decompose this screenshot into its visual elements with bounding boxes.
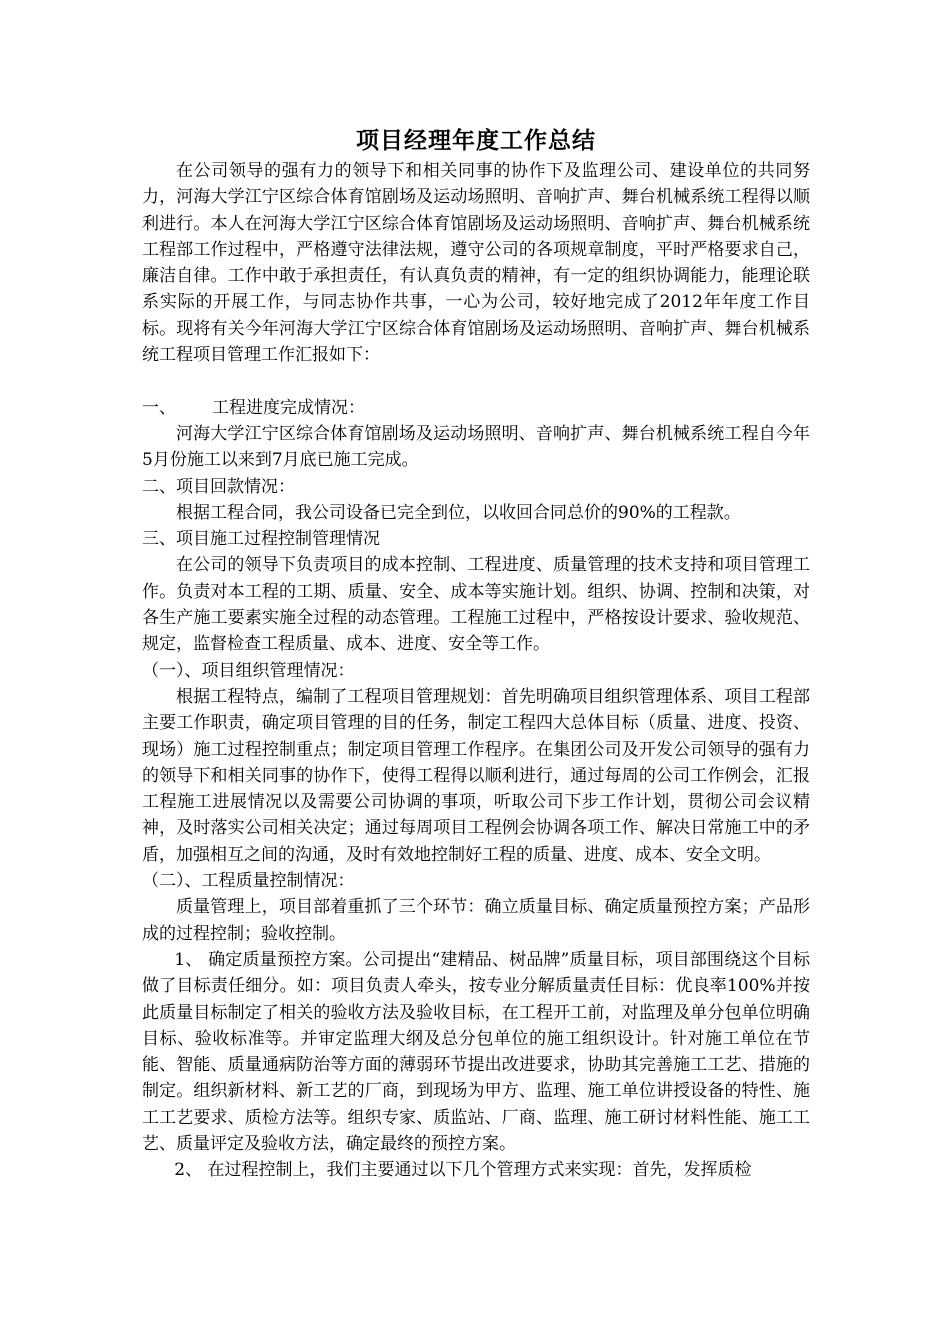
intro-paragraph: 在公司领导的强有力的领导下和相关同事的协作下及监理公司、建设单位的共同努力，河海大学江宁区综合体育馆剧场及运动场照明、音响扩声、舞台机械系统工程得以顺利进行。本人在河海大学江宁区综合体育馆剧场及运动场照明、音响扩声、舞台机械系统工程部工作过程中，严格遵守法律法规，遵守公司的各项规章制度，平时严格要求自己，廉洁自律。工作中敢于承担责任，有认真负责的精神，有一定的组织协调能力，能理论联系实际的开展工作，与同志协作共事，一心为公司，较好地完成了2012年年度工作目标。现将有关今年河海大学江宁区综合体育馆剧场及运动场照明、音响扩声、舞台机械系统工程项目管理工作汇报如下：: [142, 161, 810, 366]
list-item-2: 2、 在过程控制上，我们主要通过以下几个管理方式来实现：首先，发挥质检: [174, 1160, 752, 1181]
document-title: 项目经理年度工作总结: [356, 128, 596, 154]
subsection-2-heading: （二）、工程质量控制情况：: [142, 871, 355, 892]
subsection-2-body: 质量管理上，项目部着重抓了三个环节：确立质量目标、确定质量预控方案；产品形成的过程控制；验收控制。: [142, 897, 810, 944]
subsection-1-body: 根据工程特点，编制了工程项目管理规划：首先明确项目组织管理体系、项目工程部主要工作职责，确定项目管理的目的任务，制定工程四大总体目标（质量、进度、投资、现场）施工过程控制重点；制定项目管理工作程序。在集团公司及开发公司领导的强有力的领导下和相关同事的协作下，使得工程得以顺利进行，通过每周的公司工作例会，汇报工程施工进展情况以及需要公司协调的事项，听取公司下步工作计划，贯彻公司会议精神，及时落实公司相关决定；通过每周项目工程例会协调各项工作、解决日常施工中的矛盾，加强相互之间的沟通，及时有效地控制好工程的质量、进度、成本、安全文明。: [142, 686, 810, 865]
section-1-heading: [142, 395, 810, 421]
section-1-body: 河海大学江宁区综合体育馆剧场及运动场照明、音响扩声、舞台机械系统工程自今年5月份施工以来到7月底已施工完成。: [142, 423, 810, 471]
subsection-1-heading: （一）、项目组织管理情况：: [142, 660, 355, 681]
document-page: [142, 124, 810, 1184]
section-1-title: 工程进度完成情况：: [212, 397, 365, 418]
section-3-heading: 三、项目施工过程控制管理情况: [142, 529, 380, 550]
section-2-heading: 二、项目回款情况：: [142, 476, 295, 497]
section-1-number: 一、: [142, 397, 176, 418]
section-3-body: 在公司的领导下负责项目的成本控制、工程进度、质量管理的技术支持和项目管理工作。负责对本工程的工期、质量、安全、成本等实施计划。组织、协调、控制和决策，对各生产施工要素实施全过程的动态管理。工程施工过程中，严格按设计要求、验收规范、规定，监督检查工程质量、成本、进度、安全等工作。: [142, 555, 810, 655]
section-2-body: 根据工程合同，我公司设备已完全到位，以收回合同总价的90%的工程款。: [176, 502, 741, 523]
blank-line: [142, 368, 810, 394]
list-item-1: 1、 确定质量预控方案。公司提出“建精品、树品牌”质量目标，项目部围绕这个目标做了目标责任细分。如：项目负责人牵头，按专业分解质量责任目标：优良率100%并按此质量目标制定了相关的验收方法及验收目标，在工程开工前，对监理及单分包单位明确目标、验收标准等。并审定监理大纲及总分包单位的施工组织设计。针对施工单位在节能、智能、质量通病防治等方面的薄弱环节提出改进要求，协助其完善施工工艺、措施的制定。组织新材料、新工艺的厂商，到现场为甲方、监理、施工单位讲授设备的特性、施工工艺要求、质检方法等。组织专家、质监站、厂商、监理、施工研讨材料性能、施工工艺、质量评定及验收方法，确定最终的预控方案。: [142, 949, 810, 1154]
